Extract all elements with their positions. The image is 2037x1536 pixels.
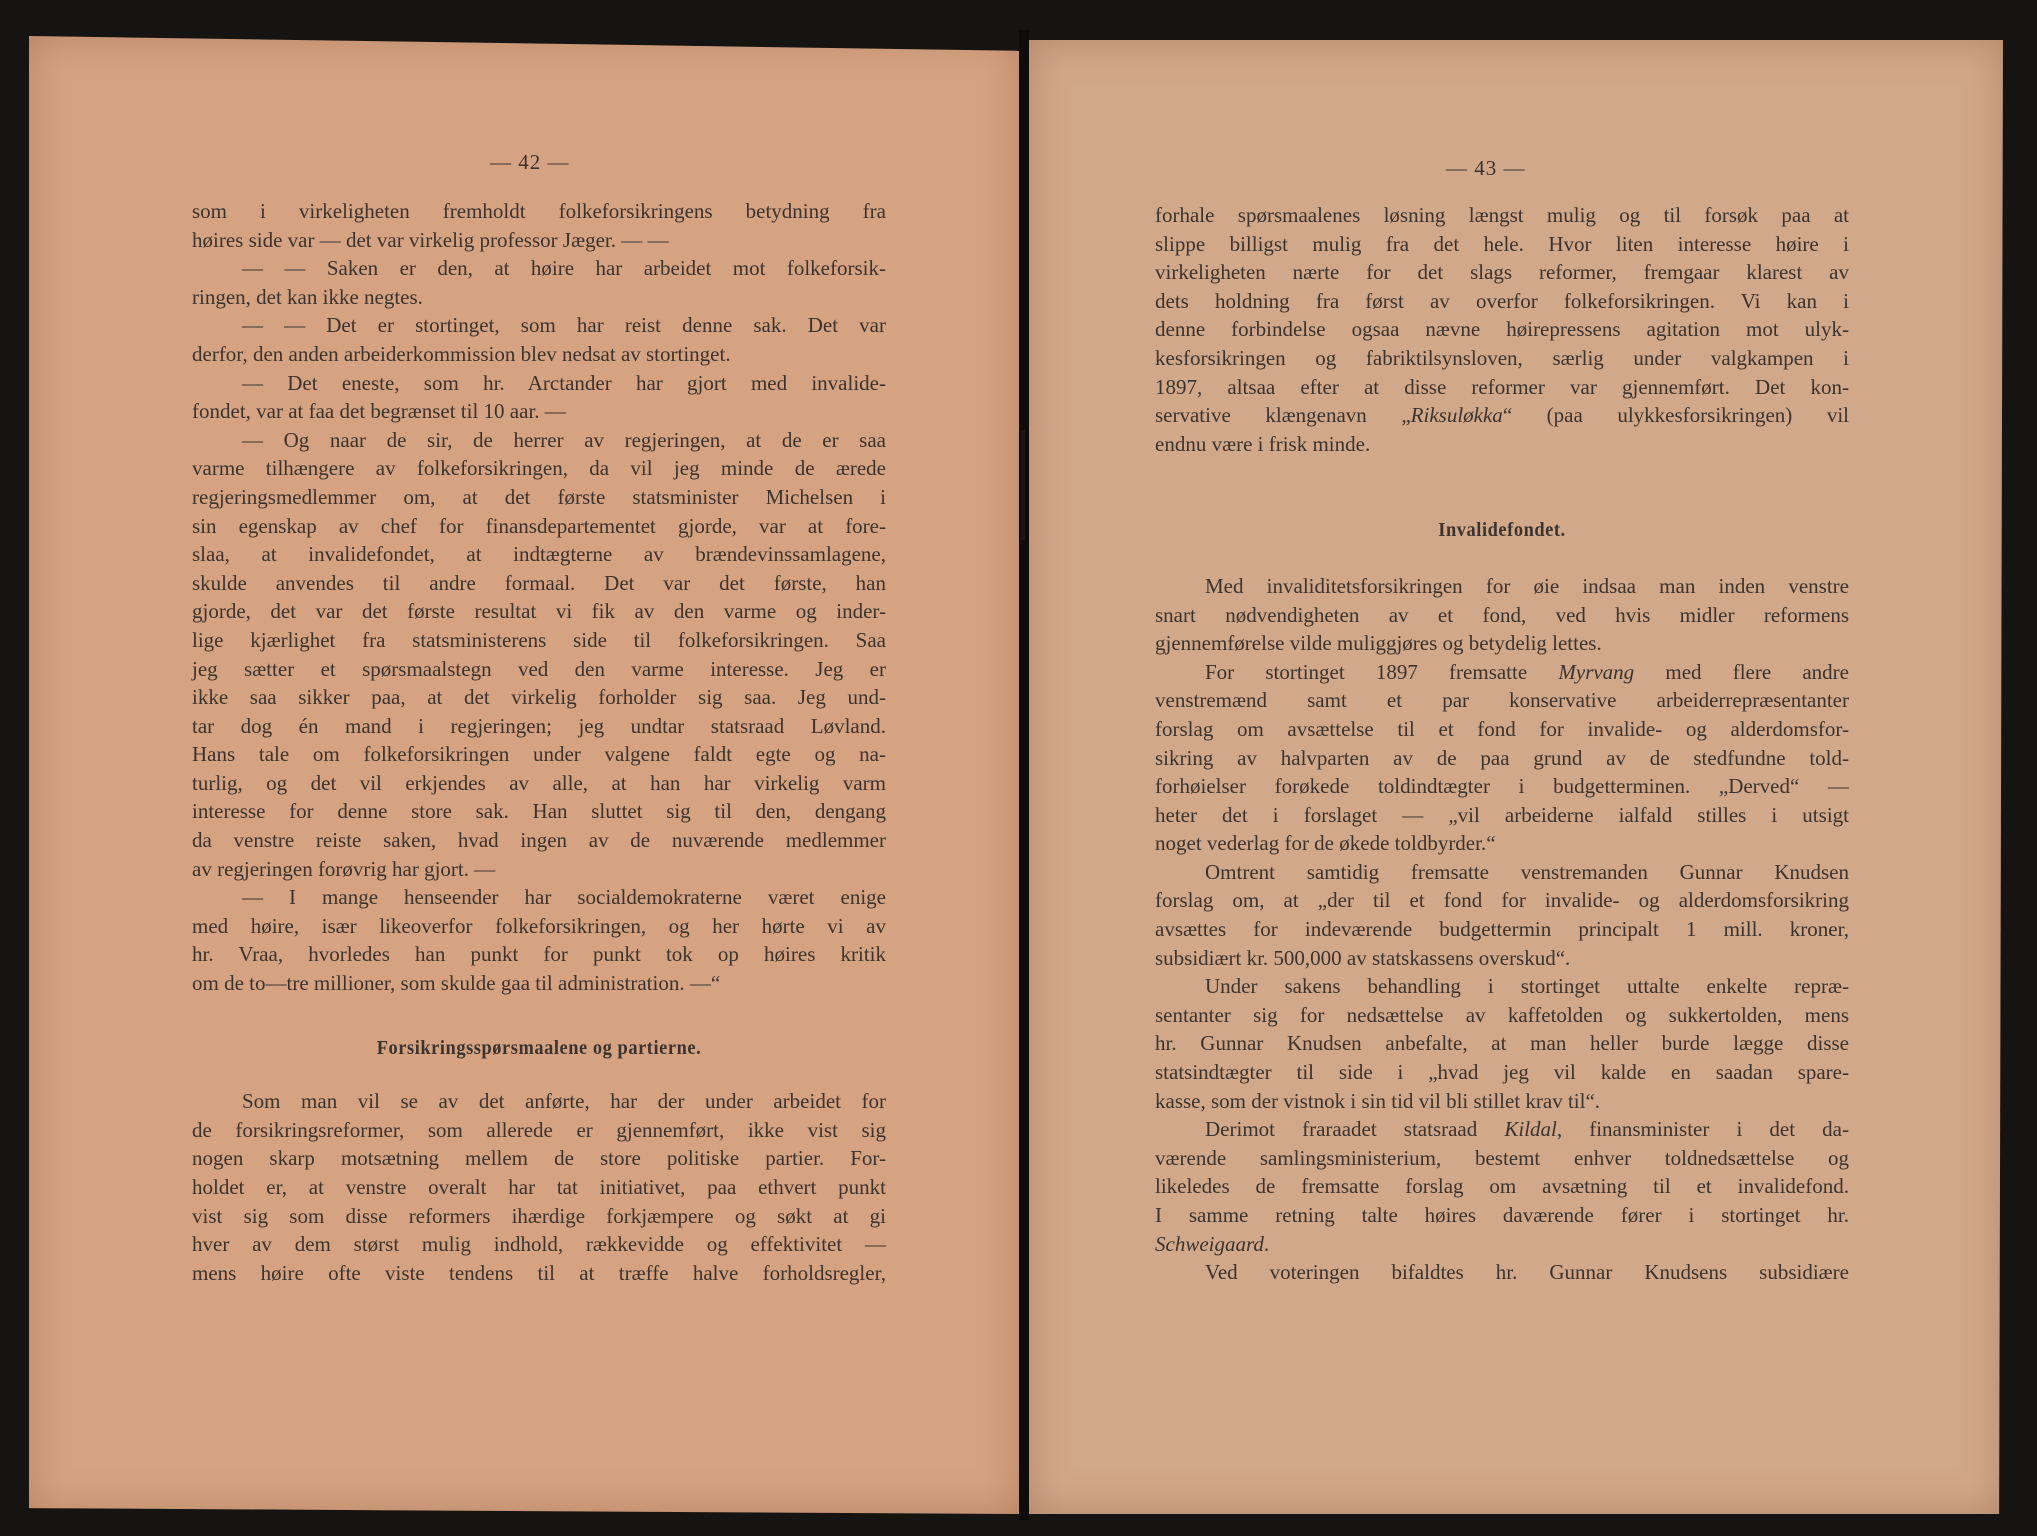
text-line: gjennemførelse vilde muliggjøres og betydelig lettes. xyxy=(1155,631,1602,656)
text-line: Ved voteringen bifaldtes hr. Gunnar Knudsens subsidiære xyxy=(1205,1260,1849,1285)
text-line: forslag om avsættelse til et fond for invalide- og alderdomsfor- xyxy=(1155,716,1849,741)
text-line: som i virkeligheten fremholdt folkeforsikringens betydning fra xyxy=(192,199,886,223)
text-line: venstremænd samt et par konservative arbeiderrepræsentanter xyxy=(1155,688,1849,713)
page-number-left: — 42 — xyxy=(490,150,570,174)
text-line: sentanter sig for nedsættelse av kaffetolden og sukkertolden, mens xyxy=(1155,1002,1849,1027)
text-segment: med flere andre xyxy=(1634,659,1849,684)
text-line: derfor, den anden arbeiderkommission blev nedsat av stortinget. xyxy=(192,341,731,366)
text-line: interesse for denne store sak. Han sluttet sig til den, dengang xyxy=(192,799,886,824)
text-line xyxy=(1155,1115,1849,1144)
section-heading: Forsikringsspørsmaalene og partierne. xyxy=(376,1036,702,1059)
text-line: endnu være i frisk minde. xyxy=(1155,431,1371,456)
text-segment: , finansminister i det da- xyxy=(1556,1117,1849,1142)
right-page-text xyxy=(1155,201,1849,1287)
text-line xyxy=(1155,1230,1849,1259)
text-line: forslag om, at „der til et fond for invalide- og alderdomsforsikring xyxy=(1155,888,1849,913)
text-line: slaa, at invalidefondet, at indtægterne av brændevinssamlagene, xyxy=(192,542,886,567)
text-line: hr. Gunnar Knudsen anbefalte, at man heller burde lægge disse xyxy=(1155,1031,1849,1056)
text-line: virkeligheten nærte for det slags reformer, fremgaar klarest av xyxy=(1155,260,1849,285)
text-segment: “ (paa ulykkesforsikringen) vil xyxy=(1502,403,1849,428)
text-line: avsættes for indeværende budgettermin principalt 1 mill. kroner, xyxy=(1155,917,1849,942)
text-line: værende samlingsministerium, bestemt enhver toldnedsættelse og xyxy=(1155,1145,1849,1170)
text-segment: Derimot fraraadet statsraad xyxy=(1205,1117,1505,1142)
text-line xyxy=(1155,401,1849,430)
text-line: — Det eneste, som hr. Arctander har gjort med invalide- xyxy=(242,370,886,395)
page-number-right: — 43 — xyxy=(1446,156,1526,180)
text-line: Omtrent samtidig fremsatte venstremanden Gunnar Knudsen xyxy=(1205,859,1849,884)
book-spine xyxy=(1019,30,1029,1520)
text-line: forhale spørsmaalenes løsning længst mulig og til forsøk paa at xyxy=(1155,203,1849,227)
text-segment: For stortinget 1897 fremsatte xyxy=(1205,659,1559,684)
text-line: 1897, altsaa efter at disse reformer var gjennemført. Det kon- xyxy=(1155,374,1849,399)
text-line: holdet er, at venstre overalt har tat initiativet, paa ethvert punkt xyxy=(192,1175,886,1199)
text-line: av regjeringen forøvrig har gjort. — xyxy=(192,856,496,881)
text-line: noget vederlag for de økede toldbyrder.“ xyxy=(1155,831,1496,856)
text-line: gjorde, det var det første resultat vi fik av den varme og inder- xyxy=(192,599,886,624)
text-line: — Og naar de sir, de herrer av regjeringen, at de er saa xyxy=(242,427,886,452)
text-line: da venstre reiste saken, hvad ingen av de nuværende medlemmer xyxy=(192,828,886,853)
text-line: kasse, som der vistnok i sin tid vil bli stillet krav til“. xyxy=(1155,1088,1601,1113)
text-line: — — Saken er den, at høire har arbeidet mot folkeforsik- xyxy=(242,256,886,281)
text-line: varme tilhængere av folkeforsikringen, da vil jeg minde de ærede xyxy=(192,456,886,481)
text-line: om de to—tre millioner, som skulde gaa til administration. —“ xyxy=(192,971,721,996)
text-line: regjeringsmedlemmer om, at det første statsminister Michelsen i xyxy=(192,484,886,509)
text-line: subsidiært kr. 500,000 av statskassens overskud“. xyxy=(1155,945,1571,970)
text-line: vist sig som disse reformers ihærdige forkjæmpere og søkt at gi xyxy=(192,1203,886,1228)
text-line: Som man vil se av det anførte, har der under arbeidet for xyxy=(242,1089,886,1114)
text-line xyxy=(1155,658,1849,687)
text-line: statsindtægter til side i „hvad jeg vil kalde en saadan spare- xyxy=(1155,1060,1849,1085)
text-line: turlig, og det vil erkjendes av alle, at han har virkelig varm xyxy=(192,770,886,795)
text-line: heter det i forslaget — „vil arbeiderne ialfald stilles i utsigt xyxy=(1155,802,1849,827)
left-page-text xyxy=(192,197,886,1287)
text-line: mens høire ofte viste tendens til at træffe halve forholdsregler, xyxy=(192,1260,886,1285)
text-segment: . xyxy=(1263,1231,1270,1256)
text-line: Under sakens behandling i stortinget uttalte enkelte repræ- xyxy=(1205,974,1849,999)
text-line: med høire, især likeoverfor folkeforsikringen, og her hørte vi av xyxy=(192,913,886,938)
text-line: ringen, det kan ikke negtes. xyxy=(192,284,423,309)
italic-name: Riksuløkka xyxy=(1410,403,1503,428)
text-line: — I mange henseender har socialdemokraterne været enige xyxy=(242,885,886,910)
text-line: ikke saa sikker paa, at det virkelig forholder sig saa. Jeg und- xyxy=(192,685,886,710)
text-line: tar dog én mand i regjeringen; jeg undtar statsraad Løvland. xyxy=(192,713,886,738)
text-line: Hans tale om folkeforsikringen under valgene faldt egte og na- xyxy=(192,742,886,767)
text-line: Med invaliditetsforsikringen for øie indsaa man inden venstre xyxy=(1205,573,1849,598)
text-segment: servative klængenavn „ xyxy=(1155,403,1411,428)
section-heading: Invalidefondet. xyxy=(1438,519,1566,542)
text-line: skulde anvendes til andre formaal. Det var det første, han xyxy=(192,570,886,595)
text-line: fondet, var at faa det begrænset til 10 aar. — xyxy=(192,399,566,424)
italic-name: Schweigaard xyxy=(1155,1231,1264,1256)
text-line: høires side var — det var virkelig professor Jæger. — — xyxy=(192,227,669,252)
text-line: likeledes de fremsatte forslag om avsætning til et invalidefond. xyxy=(1155,1174,1849,1199)
text-line: sin egenskap av chef for finansdepartementet gjorde, var at fore- xyxy=(192,513,886,538)
text-line: de forsikringsreformer, som allerede er gjennemført, ikke vist sig xyxy=(192,1117,886,1142)
binding-mark xyxy=(1021,430,1025,540)
text-line: forhøielser forøkede toldindtægter i budgetterminen. „Derved“ — xyxy=(1155,774,1849,799)
text-line: hr. Vraa, hvorledes han punkt for punkt tok op høires kritik xyxy=(192,942,886,967)
text-line: snart nødvendigheten av et fond, ved hvis midler reformens xyxy=(1155,602,1849,627)
text-line: — — Det er stortinget, som har reist denne sak. Det var xyxy=(242,313,886,338)
text-line: jeg sætter et spørsmaalstegn ved den varme interesse. Jeg er xyxy=(192,656,886,681)
italic-name: Kildal xyxy=(1504,1117,1557,1142)
text-line: nogen skarp motsætning mellem de store politiske partier. For- xyxy=(192,1146,886,1171)
text-line: denne forbindelse ogsaa nævne høirepressens agitation mot ulyk- xyxy=(1155,317,1849,342)
text-line: kesforsikringen og fabriktilsynsloven, særlig under valgkampen i xyxy=(1155,345,1849,370)
text-line: dets holdning fra først av overfor folkeforsikringen. Vi kan i xyxy=(1155,288,1849,313)
italic-name: Myrvang xyxy=(1558,659,1635,684)
text-line: slippe billigst mulig fra det hele. Hvor liten interesse høire i xyxy=(1155,231,1849,256)
text-line: lige kjærlighet fra statsministerens side til folkeforsikringen. Saa xyxy=(192,627,886,652)
text-line: sikring av halvparten av de paa grund av de stedfundne told- xyxy=(1155,745,1849,770)
text-line: hver av dem størst mulig indhold, rækkevidde og effektivitet — xyxy=(192,1232,886,1257)
text-line: I samme retning talte høires daværende fører i stortinget hr. xyxy=(1155,1203,1849,1227)
